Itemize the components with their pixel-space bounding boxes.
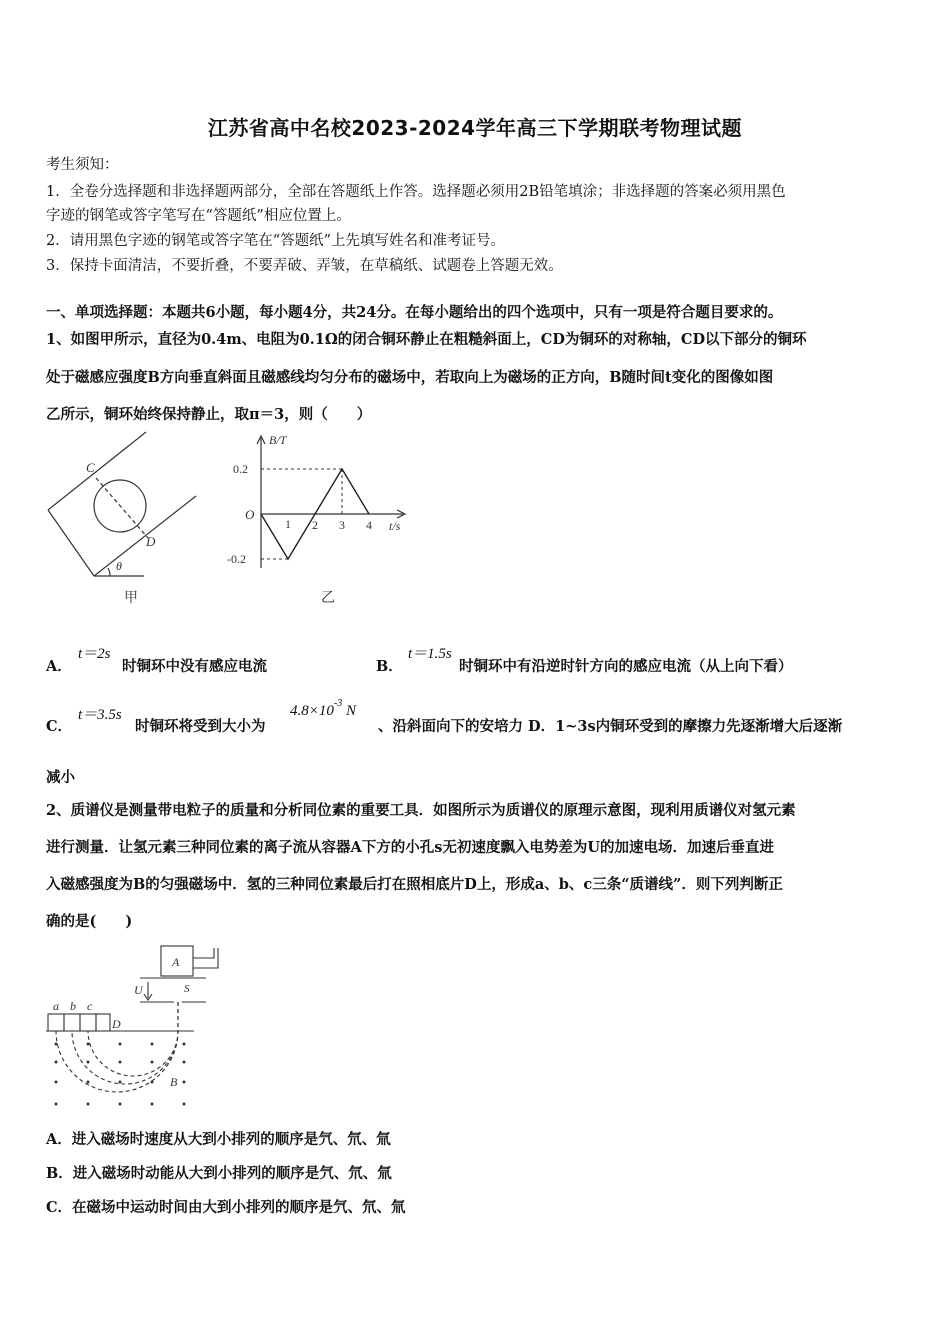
u-arrow <box>144 982 152 1000</box>
label-container-a: A <box>172 955 180 969</box>
figure-yi-chart <box>225 428 415 608</box>
field-dot <box>119 1043 122 1046</box>
mass-spectrometer-figure <box>44 940 224 1115</box>
incline-left-edge <box>48 510 94 576</box>
trajectory-c <box>88 1002 178 1076</box>
label-s: S <box>184 983 190 995</box>
label-a: a <box>53 999 59 1013</box>
field-dot <box>119 1061 122 1064</box>
q2-option-c: C．在磁场中运动时间由大到小排列的顺序是氕、氘、氚 <box>46 1199 406 1216</box>
incline-top-edge <box>48 432 146 510</box>
label-theta: θ <box>116 559 122 573</box>
option-b-label: B． <box>376 658 403 675</box>
field-dot <box>55 1081 58 1084</box>
incline-bottom-edge <box>94 496 196 576</box>
option-c-math: t＝3.5s <box>78 707 122 723</box>
label-field-b: B <box>170 1075 178 1089</box>
option-c-force <box>290 698 356 720</box>
film-cell <box>48 1014 64 1031</box>
q2-option-a: A．进入磁场时速度从大到小排列的顺序是氕、氘、氚 <box>46 1131 391 1148</box>
question-1-line: 乙所示，铜环始终保持静止，取π＝3，则（ ） <box>46 406 372 423</box>
option-a-math: t＝2s <box>78 646 111 662</box>
axis-cd <box>96 478 148 538</box>
inlet-tube <box>193 948 218 968</box>
figure-jia <box>44 428 224 608</box>
notice-item: 2．请用黑色字迹的钢笔或答字笔在“答题纸”上先填写姓名和准考证号。 <box>46 233 506 249</box>
film-cell <box>80 1014 96 1031</box>
question-1-line: 1、如图甲所示，直径为0.4m、电阻为0.1Ω的闭合铜环静止在粗糙斜面上，CD为铜环的对称轴，CD以下部分的铜环 <box>46 331 807 348</box>
y-tick-label: 0.2 <box>233 462 248 476</box>
field-dot <box>151 1081 154 1084</box>
field-dot <box>87 1081 90 1084</box>
section-heading: 一、单项选择题：本题共6小题，每小题4分，共24分。在每小题给出的四个选项中，只有一项是符合题目要求的。 <box>46 304 783 321</box>
trajectory-a <box>56 1002 178 1092</box>
x-tick-label: 1 <box>285 517 291 531</box>
option-b-text: 时铜环中有沿逆时针方向的感应电流（从上向下看） <box>459 658 793 675</box>
question-2-line: 确的是( ) <box>46 913 133 930</box>
x-tick-label: 2 <box>312 518 318 532</box>
y-axis-label: B/T <box>269 433 287 447</box>
option-b-math: t＝1.5s <box>408 646 452 662</box>
force-exponent: -3 <box>333 698 343 709</box>
caption-jia: 甲 <box>124 591 138 606</box>
notice-item: 3．保持卡面清洁，不要折叠，不要弄破、弄皱，在草稿纸、试题卷上答题无效。 <box>46 258 563 274</box>
option-c-label: C． <box>46 718 73 735</box>
field-dot <box>87 1061 90 1064</box>
film-cell <box>64 1014 80 1031</box>
label-c: C <box>86 460 95 475</box>
notice-heading: 考生须知： <box>46 157 119 173</box>
option-a-label: A． <box>46 658 72 675</box>
page-title: 江苏省高中名校2023-2024学年高三下学期联考物理试题 <box>207 116 743 140</box>
film-cell <box>96 1014 110 1031</box>
field-dot <box>55 1061 58 1064</box>
label-d: D <box>112 1017 121 1031</box>
option-a <box>46 655 72 676</box>
option-a-text: 时铜环中没有感应电流 <box>122 658 267 675</box>
field-dot <box>151 1043 154 1046</box>
x-tick-label: 4 <box>366 518 372 532</box>
field-dot <box>183 1061 186 1064</box>
force-mantissa: 4.8×10 <box>290 703 334 719</box>
field-dot <box>183 1103 186 1106</box>
y-tick-label: -0.2 <box>227 552 246 566</box>
field-dot <box>55 1043 58 1046</box>
notice-item: 字迹的钢笔或答字笔写在“答题纸”相应位置上。 <box>46 208 351 224</box>
question-2-line: 进行测量．让氢元素三种同位素的离子流从容器A下方的小孔s无初速度飘入电势差为U的加速电场．加速后垂直进 <box>46 839 775 856</box>
field-dot <box>151 1103 154 1106</box>
label-d: D <box>146 534 156 549</box>
field-dot <box>87 1043 90 1046</box>
field-dot <box>119 1103 122 1106</box>
field-dot <box>55 1103 58 1106</box>
angle-arc <box>108 568 110 576</box>
field-dot <box>151 1061 154 1064</box>
label-c: c <box>87 999 93 1013</box>
field-dot <box>183 1043 186 1046</box>
origin-label: O <box>245 507 255 522</box>
label-u: U <box>134 983 143 997</box>
field-dot <box>87 1103 90 1106</box>
x-tick-label: 3 <box>339 518 345 532</box>
field-dot <box>119 1081 122 1084</box>
x-axis-label: t/s <box>389 519 401 533</box>
option-c-text: 时铜环将受到大小为 <box>135 718 266 735</box>
question-2-line: 入磁感强度为B的匀强磁场中．氢的三种同位素最后打在照相底片D上，形成a、b、c三条“质谱线”．则下列判断正 <box>46 876 783 893</box>
caption-yi: 乙 <box>321 591 335 606</box>
question-2-line: 2、质谱仪是测量带电粒子的质量和分析同位素的重要工具．如图所示为质谱仪的原理示意图，现利用质谱仪对氢元素 <box>46 802 796 819</box>
question-1-line: 处于磁感应强度B方向垂直斜面且磁感线均匀分布的磁场中，若取向上为磁场的正方向，B随时间t变化的图像如图 <box>46 369 774 386</box>
label-b: b <box>70 999 76 1013</box>
option-d-continuation: 减小 <box>46 769 75 786</box>
q2-option-b: B．进入磁场时动能从大到小排列的顺序是氕、氘、氚 <box>46 1165 392 1182</box>
notice-item: 1．全卷分选择题和非选择题两部分，全部在答题纸上作答。选择题必须用2B铅笔填涂；非选择题的答案必须用黑色 <box>46 184 786 200</box>
option-c-text-2: 、沿斜面向下的安培力 D．1~3s内铜环受到的摩擦力先逐渐增大后逐渐 <box>378 718 843 735</box>
field-dot <box>183 1081 186 1084</box>
force-unit: N <box>342 703 356 719</box>
